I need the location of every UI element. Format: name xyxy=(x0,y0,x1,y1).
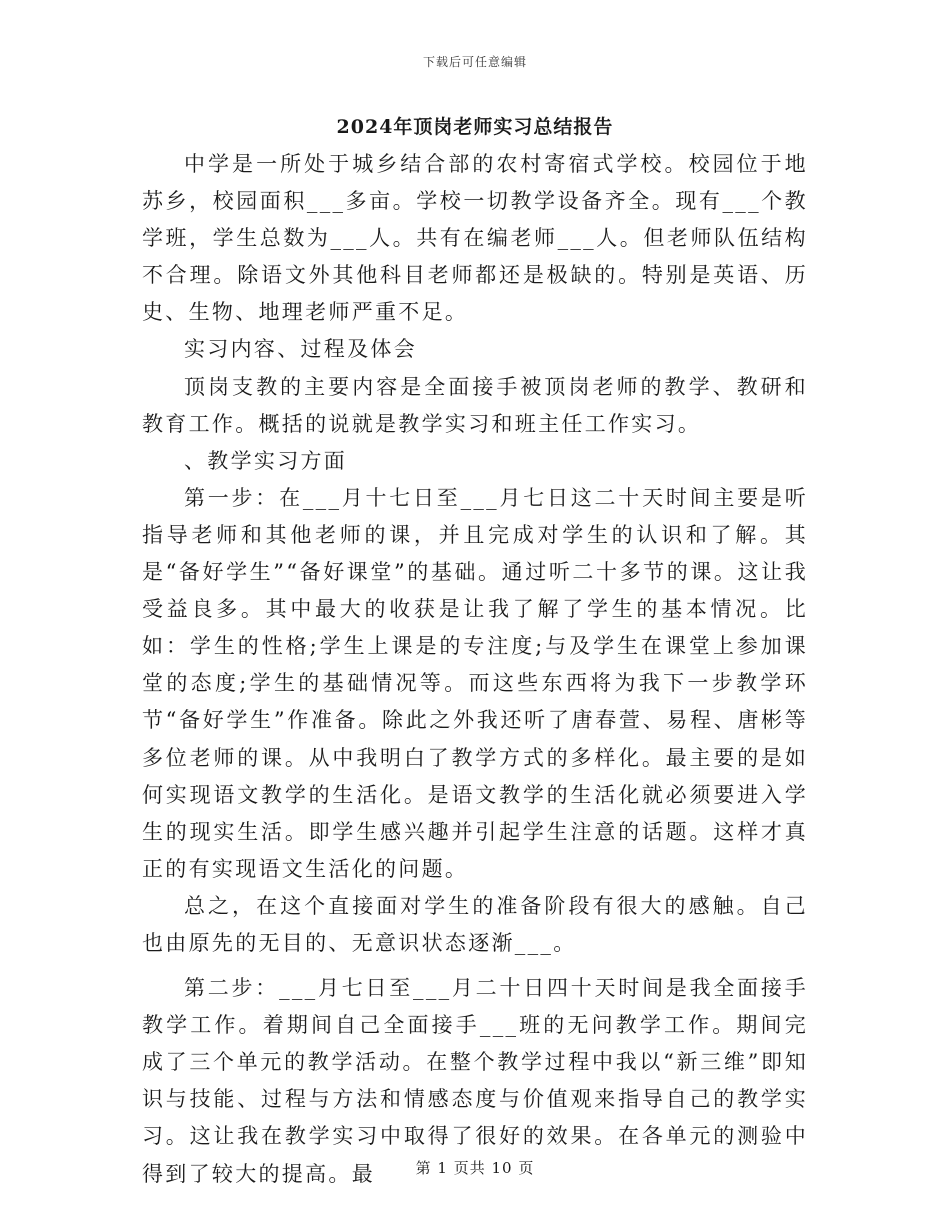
header-note: 下载后可任意编辑 xyxy=(422,55,527,69)
paragraph-section-heading: 实习内容、过程及体会 xyxy=(184,337,417,362)
document-title: 2024年顶岗老师实习总结报告 xyxy=(336,116,614,138)
page-footer: 第 1 页共 10 页 xyxy=(415,1159,535,1177)
paragraph-school-intro: 中学是一所处于城乡结合部的农村寄宿式学校。校园位于地苏乡，校园面积___多亩。学校一切教学设备齐全。现有___个教学班，学生总数为___人。共有在编老师___人。但老师队伍结构不合理。除语文外其他科目老师都还是极缺的。特别是英语、历史、生物、地理老师严重不足。 xyxy=(142,152,808,325)
paragraph-step-two: 第二步：___月七日至___月二十日四十天时间是我全面接手教学工作。着期间自己全面接手___班的无问教学工作。期间完成了三个单元的教学活动。在整个教学过程中我以“新三维”即知识与技能、过程与方法和情感态度与价值观来指导自己的教学实习。这让我在教学实习中取得了很好的效果。在各单元的测验中得到了较大的提高。最 xyxy=(142,976,808,1186)
document-body xyxy=(142,146,808,1193)
paragraph-content-overview: 顶岗支教的主要内容是全面接手被顶岗老师的教学、教研和教育工作。概括的说就是教学实习和班主任工作实习。 xyxy=(142,374,808,436)
paragraph-teaching-heading: 、教学实习方面 xyxy=(184,448,348,473)
paragraph-step-one: 第一步：在___月十七日至___月七日这二十天时间主要是听指导老师和其他老师的课，并且完成对学生的认识和了解。其是“备好学生”“备好课堂”的基础。通过听二十多节的课。这让我受益良多。其中最大的收获是让我了解了学生的基本情况。比如：学生的性格;学生上课是的专注度;与及学生在课堂上参加课堂的态度;学生的基础情况等。而这些东西将为我下一步教学环节“备好学生”作准备。除此之外我还听了唐春萱、易程、唐彬等多位老师的课。从中我明白了教学方式的多样化。最主要的是如何实现语文教学的生活化。是语文教学的生活化就必须要进入学生的现实生活。即学生感兴趣并引起学生注意的话题。这样才真正的有实现语文生活化的问题。 xyxy=(142,485,808,881)
paragraph-summary: 总之，在这个直接面对学生的准备阶段有很大的感触。自己也由原先的无目的、无意识状态逐渐___。 xyxy=(142,893,808,955)
